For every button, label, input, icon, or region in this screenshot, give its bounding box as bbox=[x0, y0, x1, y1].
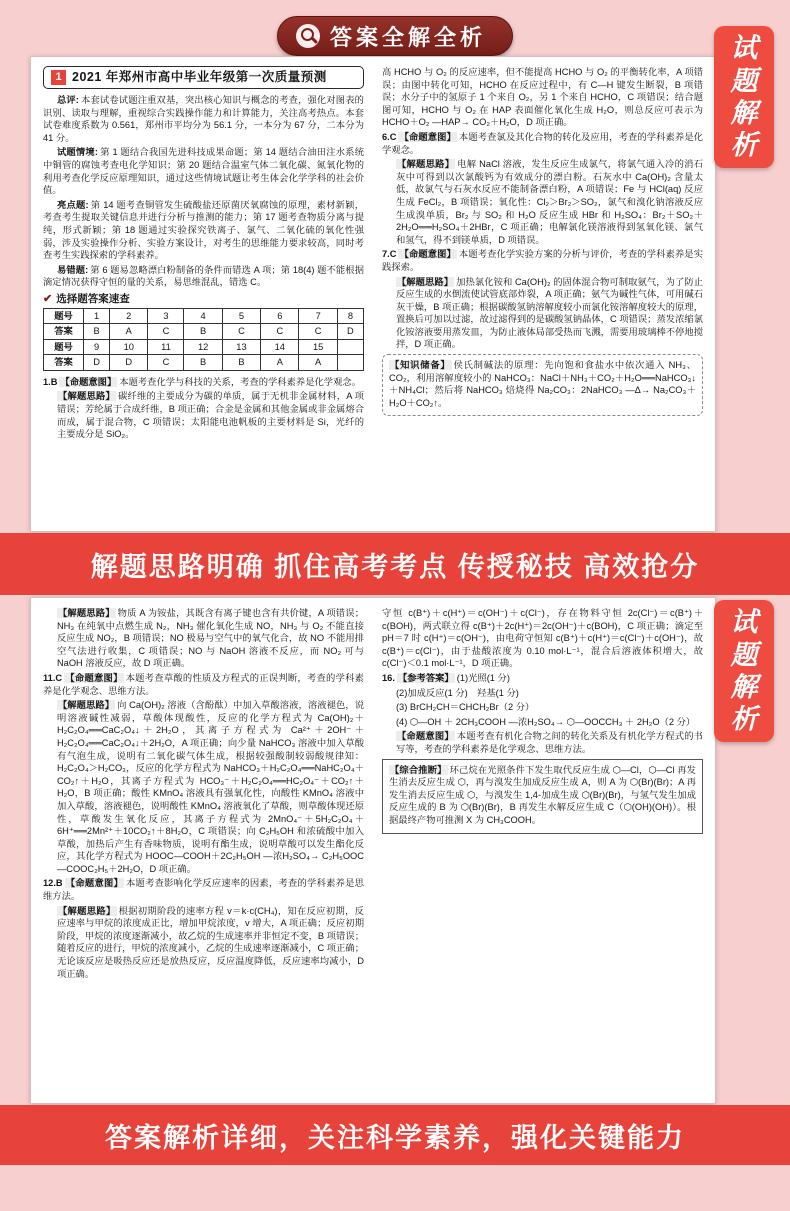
promo-banner-top: 解题思路明确 抓住高考考点 传授秘技 高效抢分 bbox=[0, 533, 790, 595]
side-tab-char: 题 bbox=[730, 639, 758, 670]
side-tab-exam-analysis-bottom bbox=[714, 600, 774, 742]
table-cell: C bbox=[148, 355, 184, 371]
table-cell: 9 bbox=[84, 339, 110, 355]
table-cell: 15 bbox=[299, 339, 337, 355]
table-cell: 11 bbox=[148, 339, 184, 355]
table-cell: 答案 bbox=[44, 355, 84, 371]
table-cell: 2 bbox=[110, 308, 148, 324]
table-cell: 4 bbox=[184, 308, 222, 324]
table-row bbox=[44, 324, 364, 340]
overview-paragraph: 易错题: 第 6 题易忽略漂白粉制备的条件而错选 A 项；第 18(4) 题不能根据滴定情况获得守恒的量的关系，易思维混乱，错选 C。 bbox=[43, 264, 364, 288]
side-tab-char: 析 bbox=[730, 704, 758, 735]
page1-right-column bbox=[382, 66, 703, 522]
side-tab-char: 解 bbox=[730, 98, 758, 128]
table-cell: 7 bbox=[299, 308, 337, 324]
solution-block: 【解题思路】 向 Ca(OH)₂ 溶液（含酚酞）中加入草酸溶液，溶液褪色，说明溶液碱性减弱，草酸体现酸性，反应的化学方程式为 Ca(OH)₂＋H₂C₂O₄══CaC₂O₄↓＋2H₂O，其离子方程式为 Ca²⁺＋2OH⁻＋H₂C₂O₄══CaC₂O₄↓＋2H₂O，A 项正确；向少量 NaHCO₃ 溶液中加入草酸有气泡生成，说明有二氧化碳气体生成，根据较强酸制较弱酸规律知：H₂C₂O₄＞H₂CO₃，反应的化学方程式为 NaHCO₃＋H₂C₂O₄══NaHC₂O₄＋CO₂↑＋H₂O，其离子方程式为 HCO₃⁻＋H₂C₂O₄══HC₂O₄⁻＋CO₂↑＋H₂O，B 项正确；酸性 KMnO₄ 溶液具有强氧化性，向酸性 KMnO₄ 溶液中加入草酸，溶液褪色，说明酸性 KMnO₄ 溶液氧化了草酸，则草酸体现还原性，草酸发生氧化反应，其离子方程式为 2MnO₄⁻＋5H₂C₂O₄＋6H⁺══2Mn²⁺＋10CO₂↑＋8H₂O，C 项错误；向 C₂H₅OH 和浓硫酸中加入草酸，加热后产生有香味物质，说明有酯生成，说明草酸可以发生酯化反应，其化学方程式为 HOOC—COOH＋2C₂H₅OH —浓H₂SO₄→ C₂H₅OOC—COOC₂H₅＋2H₂O，D 项正确。 bbox=[56, 700, 364, 874]
question-intent-block: 6.C 【命题意图】 本题考查氯及其化合物的转化及应用，考查的学科素养是化学观念。 bbox=[382, 131, 703, 155]
solution-block: 【解题思路】 物质 A 为铵盐，其既含有离子键也含有共价键，A 项错误；NH₃ 在纯氧中点燃生成 N₂，NH₃ 催化氧化生成 NO，NH₃ 与 O₂ 不能直接反应生成 NO₂，B 项错误；NO 极易与空气中的氧气化合，故 NO 不能用排空气法进行收集，C 项错误；NO 与 NaOH 溶液不反应，而 NO₂ 可与 NaOH 溶液反应，故 D 项正确。 bbox=[56, 608, 364, 669]
table-cell: B bbox=[184, 324, 222, 340]
comprehensive-inference-box bbox=[382, 759, 703, 834]
continuation-paragraph: 守恒 c(B⁺)＋c(H⁺)＝c(OH⁻)＋c(Cl⁻)，存在物料守恒 2c(Cl⁻)＝c(B⁺)＋c(BOH)，两式联立得 c(B⁺)＋2c(H⁺)＝2c(OH⁻)＋c(BOH)，C 项正确；滴定至 pH＝7 时 c(H⁺)＝c(OH⁻)，由电荷守恒知 c(B⁺)＋c(H⁺)＝c(Cl⁻)＋c(OH⁻)，故 c(B⁺)＝c(Cl⁻)，由于盐酸浓度为 0.10 mol·L⁻¹，混合后溶液体积增大，故 c(Cl⁻)＜0.1 mol·L⁻¹，D 项正确。 bbox=[382, 608, 703, 669]
table-cell: B bbox=[222, 355, 260, 371]
table-row bbox=[44, 355, 364, 371]
reference-answer-line: (3) BrCH₂CH＝CHCH₂Br（2 分） bbox=[395, 702, 535, 713]
table-cell: 13 bbox=[222, 339, 260, 355]
table-cell: 8 bbox=[337, 308, 363, 324]
table-cell bbox=[337, 339, 363, 355]
table-cell: 3 bbox=[148, 308, 184, 324]
question-intent-block: 【命题意图】 本题考查有机化合物之间的转化关系及有机化学方程式的书写等，考查的学科素养是化学观念、思维方法。 bbox=[395, 731, 703, 754]
promo-banner-bottom: 答案解析详细，关注科学素养，强化关键能力 bbox=[0, 1105, 790, 1165]
quick-check-heading: ✔ 选择题答案速查 bbox=[43, 292, 130, 305]
side-tab-exam-analysis-top bbox=[714, 26, 774, 168]
solution-block: 【解题思路】 加热氯化铵和 Ca(OH)₂ 的固体混合物可制取氨气，为了防止反应生成的水倒流使试管底部炸裂，A 项正确；氨气为碱性气体，可用碱石灰干燥，B 项正确；根据碳酸氢钠溶解度较小而氯化铵溶解度较大的原理，置换后可加以过滤，故过滤得到的是碳酸氢钠晶体，C 项错误；蒸发浓缩氯化铵溶液要用蒸发皿，为防止液体局部受热而飞溅，需要用玻璃棒不停地搅拌，D 项正确。 bbox=[395, 276, 703, 350]
table-cell: D bbox=[337, 324, 363, 340]
table-cell: C bbox=[222, 324, 260, 340]
comprehensive-inference-text: 【综合推断】 环己烷在光照条件下发生取代反应生成 ⬡—Cl，⬡—Cl 再发生消去反应生成 ⬡，再与溴发生加成反应生成 A，则 A 为 ⬡(Br)(Br)；A 再发生消去反应生成 ⬡，与溴发生 1,4-加成生成 ⬡(Br)(Br)，与氢气发生加成反应生成的 B 为 ⬡(Br)(Br)，B 再发生水解反应生成 C（⬡(OH)(OH)）。根据最终产物可推测 X 为 CH₃COOH。 bbox=[389, 764, 696, 825]
page2-left-column bbox=[43, 607, 364, 1094]
knowledge-reserve-box bbox=[382, 354, 703, 416]
side-tab-char: 试 bbox=[730, 33, 758, 64]
paper-title-box bbox=[43, 66, 364, 89]
table-cell: B bbox=[184, 355, 222, 371]
magnifier-icon bbox=[296, 24, 320, 48]
question-intent-block: 12.B 【命题意图】 本题考查影响化学反应速率的因素，考查的学科素养是思维方法。 bbox=[43, 878, 364, 902]
table-cell: 1 bbox=[84, 308, 110, 324]
table-row bbox=[44, 339, 364, 355]
page-header-badge bbox=[277, 16, 513, 56]
table-cell: D bbox=[110, 355, 148, 371]
table-cell: 6 bbox=[261, 308, 299, 324]
side-tab-char: 解 bbox=[730, 672, 758, 702]
table-cell: 14 bbox=[261, 339, 299, 355]
table-cell: A bbox=[299, 355, 337, 371]
reference-answer-line: (4) ⬡—OH ＋ 2CH₃COOH —浓H₂SO₄→ ⬡—OOCCH₃ ＋ 2H₂O（2 分） bbox=[395, 716, 696, 727]
reference-answer-block: 16. 【参考答案】 (1)光照(1 分) bbox=[382, 672, 510, 683]
reference-answer-line: (2)加成反应(1 分) 羟基(1 分) bbox=[395, 687, 519, 698]
overview-paragraph: 亮点题: 第 14 题考查铜管发生硫酸盐还原菌厌氧腐蚀的原理，素材新颖，考查考生提取关键信息并进行分析与推测的能力；第 17 题考查物质分离与提纯，形式新颖；第 18 题通过实验探究铁离子、氯气、二氧化硫的氧化性强弱，涉及实验操作分析、实验方案设计，对考生的思维能力要求较高，同时考查考生实践探索的学科素养。 bbox=[43, 199, 364, 261]
table-cell: C bbox=[148, 324, 184, 340]
side-tab-char: 试 bbox=[730, 607, 758, 638]
solution-block: 【解题思路】 碳纤维的主要成分为碳的单质，属于无机非金属材料，A 项错误；芳纶属于合成纤维，B 项正确；合金是金属和其他金属或非金属熔合而成，属于混合物，C 项错误；太阳能电池帆板的主要材料是 Si，光纤的主要成分是 SiO₂。 bbox=[56, 391, 364, 440]
table-cell: D bbox=[84, 355, 110, 371]
question-intent-block: 1.B 【命题意图】 本题考查化学与科技的关系，考查的学科素养是化学观念。 bbox=[43, 376, 361, 387]
table-cell: C bbox=[261, 324, 299, 340]
question-intent-block: 11.C 【命题意图】 本题考查草酸的性质及方程式的正误判断，考查的学科素养是化学观念、思维方法。 bbox=[43, 672, 364, 696]
table-cell: 答案 bbox=[44, 324, 84, 340]
table-cell: A bbox=[110, 324, 148, 340]
answer-page-1 bbox=[30, 56, 716, 532]
question-intent-block: 7.C 【命题意图】 本题考查化学实验方案的分析与评价，考查的学科素养是实践探索。 bbox=[382, 249, 703, 272]
side-tab-char: 析 bbox=[730, 130, 758, 161]
table-cell: B bbox=[84, 324, 110, 340]
side-tab-char: 题 bbox=[730, 65, 758, 96]
table-cell: C bbox=[299, 324, 337, 340]
table-cell: 12 bbox=[184, 339, 222, 355]
table-row bbox=[44, 308, 364, 324]
table-cell: A bbox=[261, 355, 299, 371]
table-cell: 题号 bbox=[44, 308, 84, 324]
table-cell: 题号 bbox=[44, 339, 84, 355]
overview-paragraph: 试题情境: 第 1 题结合我国先进科技成果命题；第 14 题结合油田注水系统中铜管的腐蚀考查电化学知识；第 20 题结合温室气体二氧化碳、氮氧化物的利用考查化学反应原理知识，通过这些情境试题让考生体会化学学科的社会价值。 bbox=[43, 147, 364, 196]
solution-block: 【解题思路】 根据初期阶段的速率方程 v＝k·c(CH₄)，知在反应初期，反应速率与甲烷的浓度成正比，增加甲烷浓度，v 增大，A 项正确；反应初期阶段，甲烷的浓度逐渐减小，故乙烷的生成速率并非恒定不变，B 项错误；随着反应的进行，甲烷的浓度减小，乙烷的生成速率逐渐减小，C 项正确；无论该反应是吸热反应还是放热反应，反应温度降低，反应速率均减小，D 项正确。 bbox=[56, 905, 364, 979]
page-title: 答案全解全析 bbox=[330, 24, 487, 50]
page2-right-column bbox=[382, 607, 703, 1094]
solution-block: 【解题思路】 电解 NaCl 溶液，发生反应生成氯气，将氯气通入冷的消石灰中可得到以次氯酸钙为有效成分的漂白粉。石灰水中 Ca(OH)₂ 含量太低，故氯气与石灰水反应不能制备漂白粉，A 项错误；Fe 与 HCl(aq) 反应生成 FeCl₂，B 项错误；氧化性：Cl₂＞Br₂＞SO₂，氯气和溴化钠溶液反应生成溴单质，Br₂ 与 SO₂ 和 H₂O 反应生成 HBr 和 H₂SO₄：Br₂＋SO₂＋2H₂O══H₂SO₄＋2HBr，C 项正确；电解氯化镁溶液得到氢氧化镁、氯气和氢气，得不到镁单质，D 项错误。 bbox=[395, 159, 703, 245]
overview-paragraph: 总评: 本套试卷试题注重双基，突出核心知识与概念的考查，强化对图表的识别、读取与理解，重视综合实践操作能力和计算能力，关注高考热点。本套试卷难度系数为 0.561，郑州市平均分为 56.1 分，一本分为 67 分，二本分为 41 分。 bbox=[43, 95, 364, 143]
table-cell: 10 bbox=[110, 339, 148, 355]
paper-title: 2021 年郑州市高中毕业年级第一次质量预测 bbox=[72, 70, 327, 85]
page1-left-column bbox=[43, 66, 364, 522]
continuation-paragraph: 高 HCHO 与 O₂ 的反应速率，但不能提高 HCHO 与 O₂ 的平衡转化率，A 项错误；由图中转化可知，HCHO 在反应过程中，有 C—H 键发生断裂，B 项错误；水分子中的氢原子 1 个来自 O₂，另 1 个来自 HCHO，C 项错误；结合题图可知，HCHO 与 O₂ 在 HAP 表面催化氧化生成 H₂O，则总反应可表示为 HCHO＋O₂ —HAP→ CO₂＋H₂O，D 项正确。 bbox=[382, 67, 703, 128]
checkmark-icon: ✔ bbox=[43, 292, 53, 305]
answer-quick-check-table bbox=[43, 308, 364, 371]
paper-number-badge: 1 bbox=[51, 70, 66, 85]
answer-page-2 bbox=[30, 597, 716, 1104]
table-cell bbox=[337, 355, 363, 371]
knowledge-reserve-text: 【知识储备】 侯氏制碱法的原理：先向饱和食盐水中依次通入 NH₃、CO₂，利用溶解度较小的 NaHCO₃：NaCl＋NH₃＋CO₂＋H₂O══NaHCO₃↓＋NH₄Cl；然后将 NaHCO₃ 焙烧得 Na₂CO₃：2NaHCO₃ —Δ→ Na₂CO₃＋H₂O＋CO₂↑。 bbox=[389, 360, 696, 408]
table-cell: 5 bbox=[222, 308, 260, 324]
